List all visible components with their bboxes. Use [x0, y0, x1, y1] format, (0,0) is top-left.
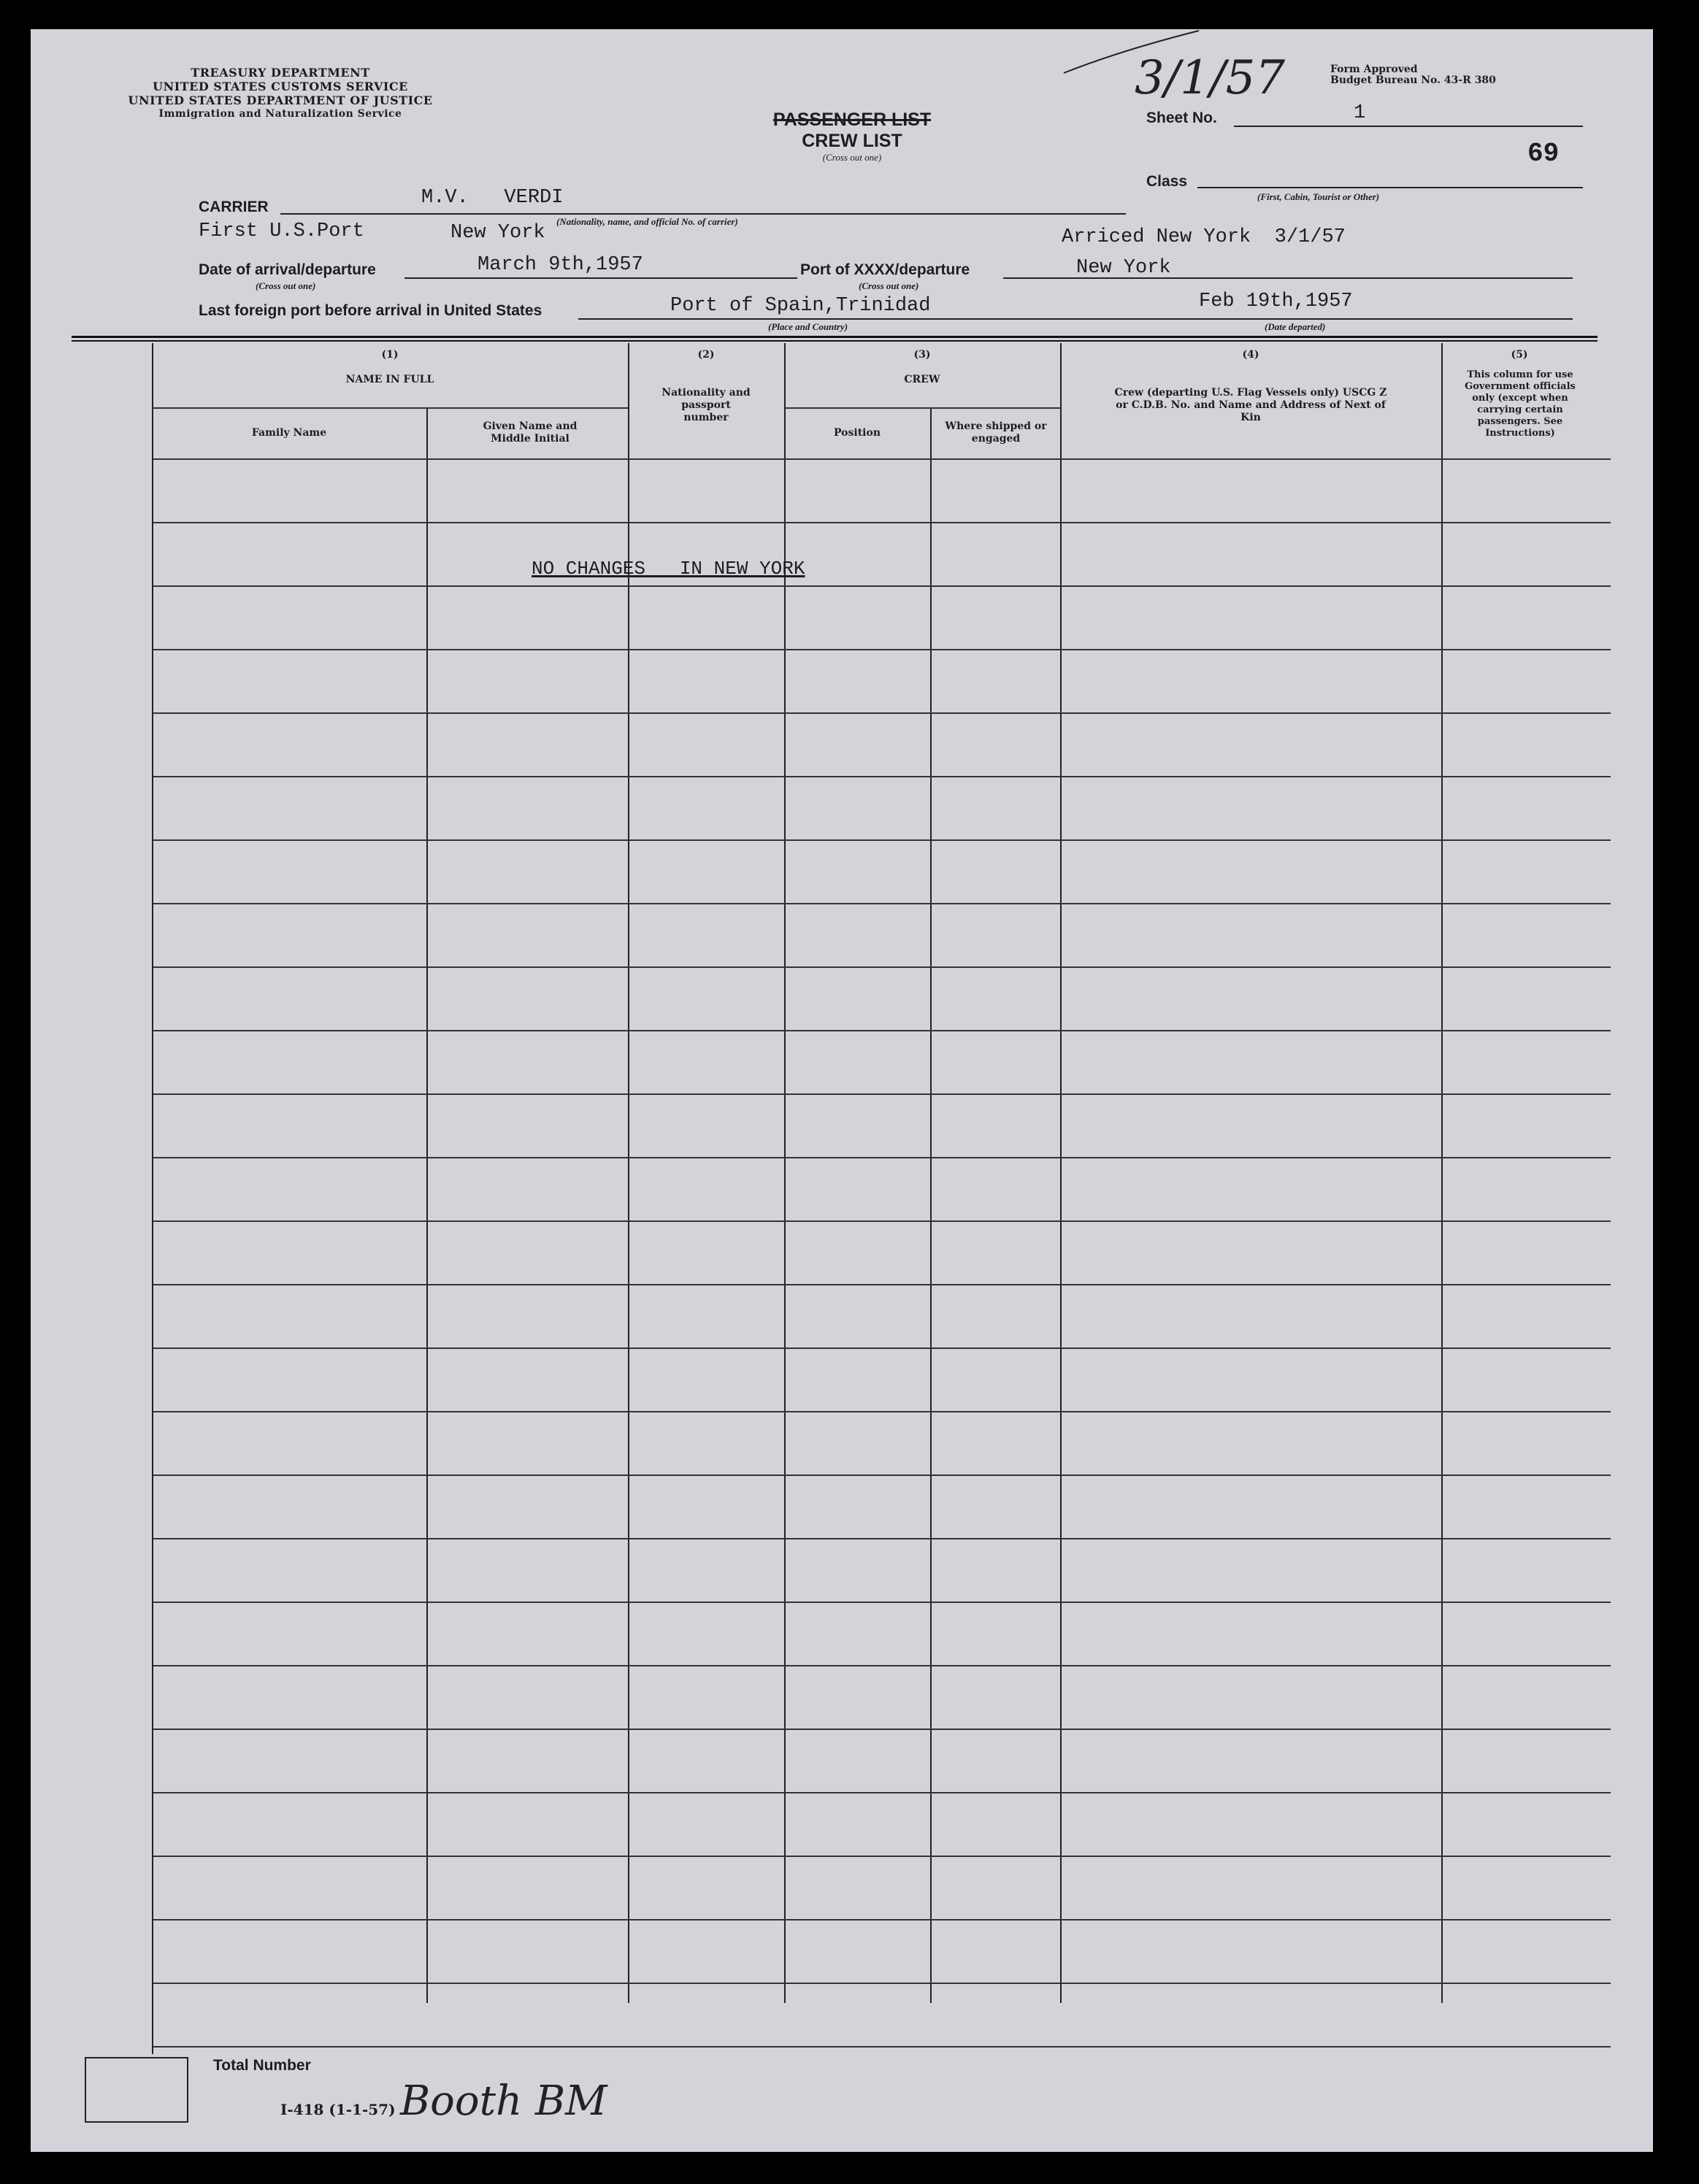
family-name-header: Family Name [251, 427, 327, 439]
col4-title: Crew (departing U.S. Flag Vessels only) USCG Z or C.D.B. No. and Name and Address of Next of Kin [1114, 387, 1387, 423]
agency-line-1: TREASURY DEPARTMENT [191, 66, 370, 80]
no-changes-note: NO CHANGES IN NEW YORK [532, 558, 805, 580]
date-departed-value: Feb 19th,1957 [1199, 291, 1353, 312]
table-row [153, 1665, 1611, 1666]
port-crossout-hint: (Cross out one) [859, 280, 919, 291]
table-row [153, 585, 1611, 587]
given-name-header: Given Name and Middle Initial [483, 420, 578, 445]
table-row [153, 1474, 1611, 1476]
port-label: Port of XXXX/departure [800, 261, 970, 278]
class-label: Class [1146, 173, 1188, 190]
sheet-label: Sheet No. [1146, 109, 1217, 126]
col-divider-crew [1060, 343, 1062, 2003]
table-row [153, 1030, 1611, 1031]
title-crossout-hint: (Cross out one) [822, 152, 882, 163]
col-divider-given [628, 343, 629, 2003]
table-row [153, 649, 1611, 650]
col-divider-position [930, 409, 932, 2003]
col3-title: CREW [904, 374, 940, 385]
table-row [153, 1919, 1611, 1920]
col3-number: (3) [913, 349, 931, 361]
last-port-value: Port of Spain,Trinidad [670, 295, 931, 317]
col2-title: Nationality and passport number [661, 387, 751, 423]
table-row [153, 712, 1611, 714]
first-port-label: First U.S.Port [199, 220, 364, 242]
signature: Booth BM [400, 2077, 607, 2125]
col4-number: (4) [1242, 349, 1259, 361]
sheet-value: 1 [1354, 102, 1366, 124]
table-row [153, 776, 1611, 777]
col-divider-nationality [784, 343, 786, 2003]
name-subheader-line [152, 407, 628, 409]
table-row [153, 1093, 1611, 1095]
port-value: New York [1076, 257, 1171, 279]
form-sheet [31, 29, 1653, 2152]
handwritten-date: 3/1/57 [1135, 51, 1285, 105]
table-row [153, 1538, 1611, 1539]
position-header: Position [834, 427, 881, 439]
form-approved-label: Form Approved [1330, 64, 1418, 75]
table-border-left [152, 343, 153, 2054]
table-row [153, 1284, 1611, 1285]
agency-line-2: UNITED STATES CUSTOMS SERVICE [153, 80, 408, 93]
table-row [153, 1729, 1611, 1730]
arrived-note: Arriced New York 3/1/57 [1062, 226, 1346, 248]
table-row [153, 1411, 1611, 1412]
table-row [153, 1983, 1611, 1984]
agency-line-4: Immigration and Naturalization Service [158, 108, 402, 120]
carrier-label: CARRIER [199, 199, 269, 215]
table-row [153, 1602, 1611, 1603]
col2-number: (2) [697, 349, 715, 361]
table-row [153, 458, 1611, 460]
table-row [153, 1347, 1611, 1349]
first-port-value: New York [450, 222, 545, 244]
form-number: I-418 (1-1-57) [280, 2101, 396, 2118]
date-departed-hint: (Date departed) [1265, 321, 1326, 332]
carrier-hint: (Nationality, name, and official No. of carrier) [556, 216, 738, 227]
crew-subheader-line [786, 407, 1060, 409]
col-divider-kin [1441, 343, 1443, 2003]
table-row [153, 839, 1611, 841]
date-label: Date of arrival/departure [199, 261, 376, 278]
table-row [153, 2046, 1611, 2048]
col1-number: (1) [381, 349, 399, 361]
last-port-label: Last foreign port before arrival in United States [199, 302, 542, 319]
where-shipped-header: Where shipped or engaged [945, 420, 1047, 445]
table-row [153, 1856, 1611, 1857]
date-value: March 9th,1957 [478, 254, 643, 276]
total-number-label: Total Number [213, 2057, 311, 2074]
table-row [153, 1157, 1611, 1158]
col5-number: (5) [1511, 349, 1528, 361]
budget-bureau-label: Budget Bureau No. 43-R 380 [1330, 74, 1496, 86]
total-number-box [85, 2057, 188, 2123]
table-row [153, 966, 1611, 968]
agency-line-3: UNITED STATES DEPARTMENT OF JUSTICE [128, 93, 433, 107]
class-hint: (First, Cabin, Tourist or Other) [1257, 191, 1380, 202]
crew-table [31, 29, 1653, 2152]
col1-title: NAME IN FULL [345, 374, 434, 385]
col5-title: This column for use Government officials only (except when carrying certain passengers. See Instructions) [1465, 369, 1576, 439]
table-row [153, 1220, 1611, 1222]
crew-list-title: CREW LIST [802, 131, 902, 151]
col-divider-family [426, 409, 428, 2003]
passenger-list-title: PASSENGER LIST [772, 109, 932, 130]
carrier-value: M.V. VERDI [421, 187, 564, 209]
table-row [153, 1792, 1611, 1793]
table-row [153, 522, 1611, 523]
place-hint: (Place and Country) [768, 321, 848, 332]
date-crossout-hint: (Cross out one) [256, 280, 316, 291]
page-number: 69 [1527, 139, 1560, 169]
table-row [153, 903, 1611, 904]
